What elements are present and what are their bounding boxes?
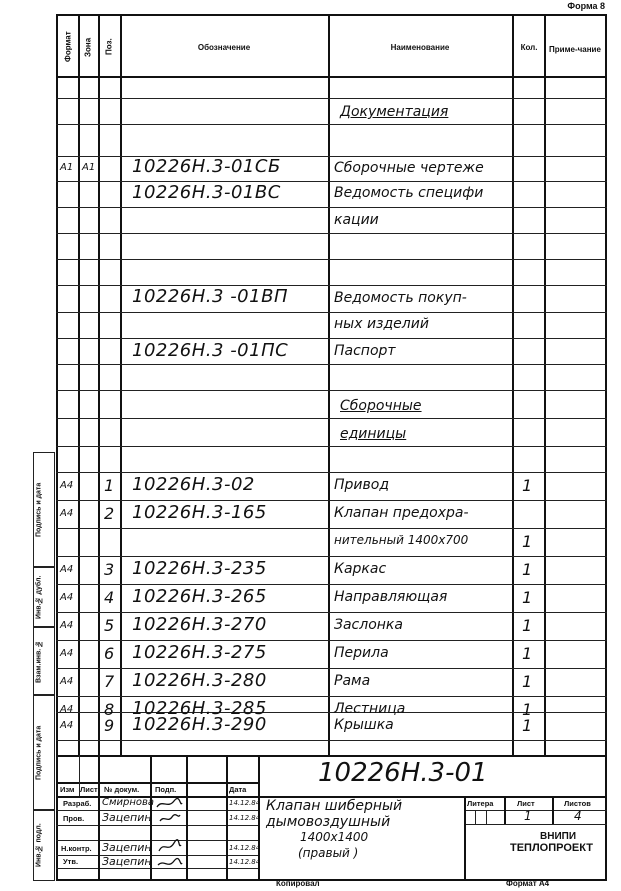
- tb-razrab-name: Смирнова: [102, 797, 155, 808]
- header-pos: Поз.: [104, 38, 114, 56]
- tb-prov-name: Зацепин: [102, 811, 152, 824]
- item-1-pos: 1: [104, 476, 115, 495]
- row-4-name: Ведомость покуп-: [334, 290, 467, 306]
- item-1-designation: 10226Н.3-02: [132, 474, 255, 495]
- item-9-format: А4: [60, 704, 74, 715]
- side-label-inv-podl: Инв.№ подл.: [35, 823, 43, 868]
- row-1-name: Сборочные чертеже: [334, 160, 484, 176]
- row-2-designation: 10226Н.3-01ВС: [132, 182, 281, 203]
- header-zone: Зона: [83, 37, 93, 57]
- col-divider-zone: [98, 14, 100, 755]
- col-divider-name: [512, 14, 514, 755]
- side-label-inv-dubl: Инв.№ дубл.: [35, 575, 43, 619]
- item-8-designation: 10226Н.3-280: [132, 670, 267, 691]
- item-1-format: А4: [60, 480, 74, 491]
- side-label-vzam-inv: Взам.инв. №: [35, 639, 43, 683]
- item-5-qty: 1: [522, 588, 533, 607]
- row-1-zone: А1: [82, 162, 96, 173]
- row-2-name: Ведомость специфи: [334, 185, 484, 201]
- item-1-qty: 1: [522, 476, 533, 495]
- item-5-format: А4: [60, 592, 74, 603]
- item-2-pos: 2: [104, 504, 115, 523]
- item-3-qty: 1: [522, 532, 533, 551]
- row-3-name: кации: [334, 212, 379, 228]
- item-8-name: Рама: [334, 673, 371, 689]
- tb-sheets-label: Листов: [564, 799, 591, 808]
- item-8-pos: 7: [104, 672, 115, 691]
- row-4-designation: 10226Н.3 -01ВП: [132, 286, 288, 307]
- item-4-pos: 3: [104, 560, 115, 579]
- section-assembly-units-line2: единицы: [340, 426, 407, 442]
- form-number-label: Форма 8: [567, 1, 605, 11]
- signatures-image: [154, 797, 184, 881]
- tb-sheet-label: Лист: [517, 799, 535, 808]
- col-divider-pos: [120, 14, 122, 755]
- spec-sheet-frame: [56, 14, 607, 881]
- item-4-name: Каркас: [334, 561, 387, 577]
- header-name: Наименование: [390, 42, 450, 52]
- item-7-qty: 1: [522, 644, 533, 663]
- tb-litera: Литера: [467, 799, 494, 808]
- header-bottom-line: [56, 76, 607, 78]
- row-1-designation: 10226Н.3-01СБ: [132, 156, 281, 177]
- tb-title-line1: Клапан шиберный: [266, 798, 403, 814]
- tb-org-line2: ТЕПЛОПРОЕКТ: [510, 842, 593, 854]
- tb-nkontr-name: Зацепин: [102, 841, 152, 854]
- item-10-name: Крышка: [334, 717, 394, 733]
- item-4-designation: 10226Н.3-235: [132, 558, 267, 579]
- header-note: Приме-чание: [549, 44, 601, 54]
- table-bottom-line: [56, 755, 607, 757]
- item-9-qty: 1: [522, 700, 533, 719]
- item-5-pos: 4: [104, 588, 115, 607]
- item-10-qty: 1: [522, 716, 533, 735]
- col-divider-format: [78, 14, 80, 755]
- tb-prov-label: Пров.: [63, 814, 85, 823]
- section-assembly-units-line1: Сборочные: [340, 398, 422, 414]
- item-7-format: А4: [60, 648, 74, 659]
- footer-format: Формат А4: [506, 879, 550, 888]
- tb-sheet-value: 1: [524, 809, 532, 823]
- row-1-format: А1: [60, 162, 74, 173]
- tb-org-line1: ВНИПИ: [540, 831, 577, 842]
- item-2-format: А4: [60, 508, 74, 519]
- tb-col-docnum: № докум.: [104, 785, 140, 794]
- item-7-pos: 6: [104, 644, 115, 663]
- row-5-name: ных изделий: [334, 316, 429, 332]
- item-2-name: Клапан предохра-: [334, 505, 469, 521]
- tb-sheets-value: 4: [574, 809, 582, 823]
- title-doc-code: 10226Н.3-01: [318, 758, 488, 788]
- tb-date-3: 14.12.84: [229, 844, 261, 852]
- side-label-sign-date-1: Подпись и дата: [35, 482, 43, 537]
- item-6-name: Заслонка: [334, 617, 403, 633]
- item-7-designation: 10226Н.3-275: [132, 642, 267, 663]
- item-3-name: нительный 1400х700: [334, 533, 469, 547]
- header-designation: Обозначение: [197, 42, 251, 52]
- item-8-format: А4: [60, 676, 74, 687]
- tb-title-line2: дымовоздушный: [266, 814, 391, 830]
- item-4-format: А4: [60, 564, 74, 575]
- item-8-qty: 1: [522, 672, 533, 691]
- item-9-name: Лестница: [334, 701, 406, 717]
- item-6-pos: 5: [104, 616, 115, 635]
- tb-utv-label: Утв.: [63, 857, 79, 866]
- side-label-sign-date-2: Подпись и дата: [35, 725, 43, 780]
- item-4-qty: 1: [522, 560, 533, 579]
- tb-date-1: 14.12.84: [229, 799, 261, 807]
- item-5-name: Направляющая: [334, 589, 448, 605]
- item-10-pos: 9: [104, 716, 115, 735]
- tb-nkontr-label: Н.контр.: [61, 844, 92, 853]
- item-10-designation: 10226Н.3-290: [132, 714, 267, 735]
- item-10-format: А4: [60, 720, 74, 731]
- col-divider-qty: [544, 14, 546, 755]
- item-1-name: Привод: [334, 477, 390, 493]
- tb-col-list: Лист: [80, 785, 98, 794]
- section-documentation: Документация: [340, 104, 449, 120]
- item-9-pos: 8: [104, 700, 115, 719]
- row-6-name: Паспорт: [334, 343, 396, 359]
- item-9-designation: 10226Н.3-285: [132, 698, 267, 719]
- col-divider-designation: [328, 14, 330, 755]
- item-6-designation: 10226Н.3-270: [132, 614, 267, 635]
- tb-razrab-label: Разраб.: [63, 799, 92, 808]
- tb-col-izm: Изм: [60, 785, 75, 794]
- item-5-designation: 10226Н.3-265: [132, 586, 267, 607]
- footer-copied: Копировал: [276, 879, 320, 888]
- tb-title-line4: (правый ): [298, 846, 359, 860]
- item-6-format: А4: [60, 620, 74, 631]
- row-6-designation: 10226Н.3 -01ПС: [132, 340, 289, 361]
- tb-date-2: 14.12.84: [229, 814, 261, 822]
- tb-col-data: Дата: [229, 785, 247, 794]
- item-7-name: Перила: [334, 645, 389, 661]
- header-format: Формат: [63, 31, 73, 63]
- tb-date-4: 14.12.84: [229, 858, 261, 866]
- header-qty: Кол.: [520, 42, 538, 52]
- item-2-designation: 10226Н.3-165: [132, 502, 267, 523]
- tb-col-podp: Подп.: [155, 785, 177, 794]
- tb-utv-name: Зацепин: [102, 855, 152, 868]
- item-6-qty: 1: [522, 616, 533, 635]
- tb-title-line3: 1400х1400: [300, 830, 369, 844]
